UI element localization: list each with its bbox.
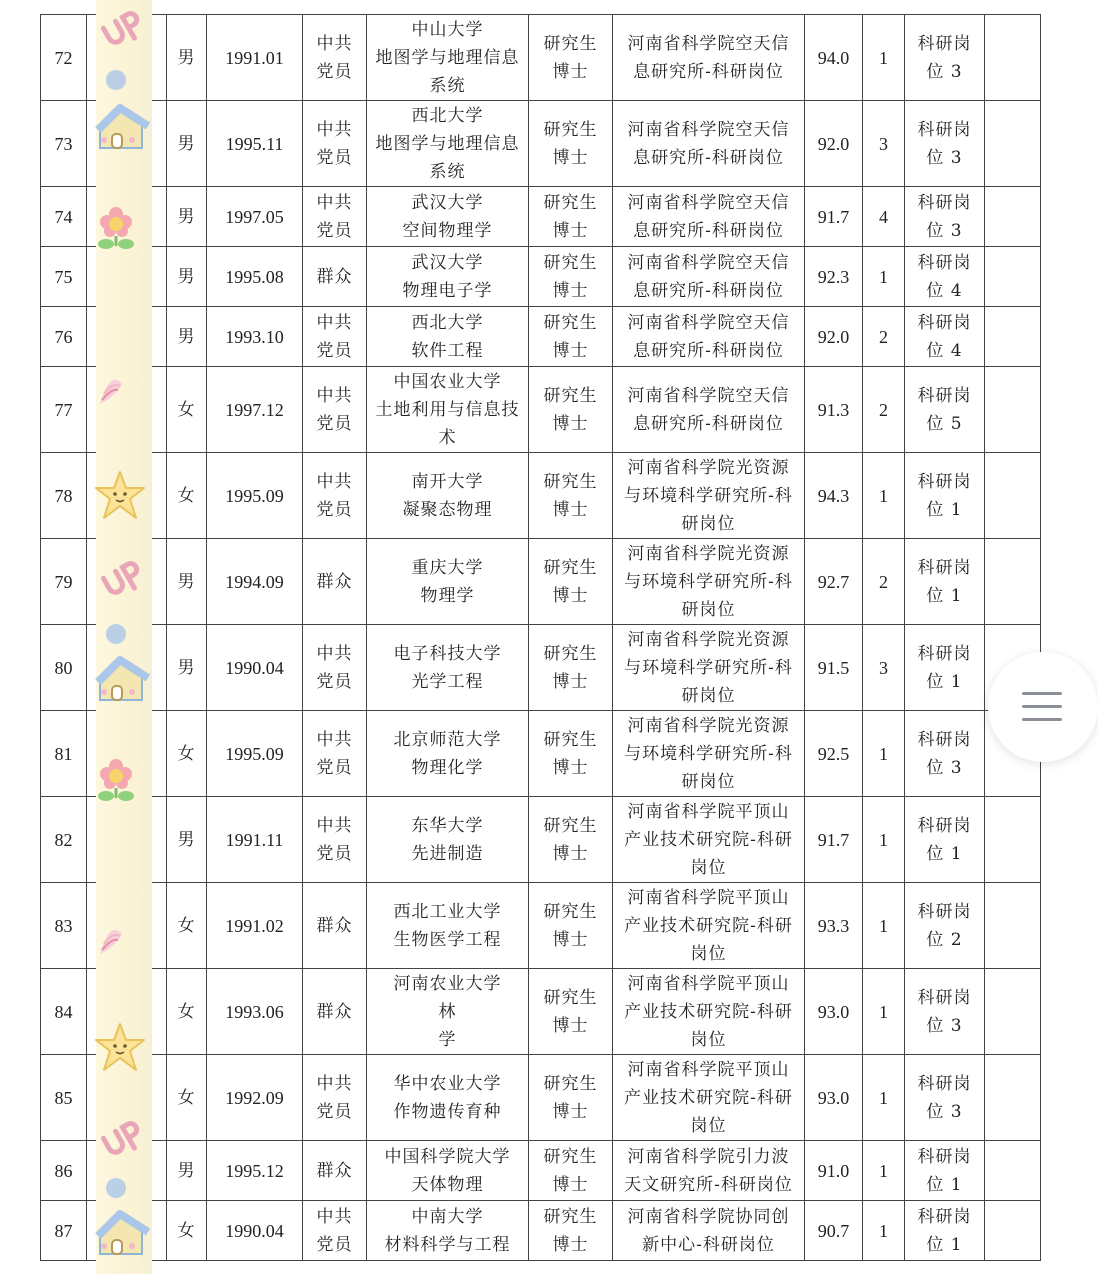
school-major-cell: 中国农业大学 土地利用与信息技 术 <box>367 367 529 453</box>
applied-unit-cell: 河南省科学院空天信 息研究所-科研岗位 <box>613 247 805 307</box>
birth-date-cell: 1995.09 <box>207 711 303 797</box>
score-cell: 91.7 <box>805 187 863 247</box>
house-sticker-icon <box>96 100 152 156</box>
birth-date-cell: 1991.02 <box>207 883 303 969</box>
table-row <box>41 307 1041 367</box>
degree-cell: 研究生 博士 <box>529 969 613 1055</box>
birth-date-cell: 1993.06 <box>207 969 303 1055</box>
gender-cell: 女 <box>167 367 207 453</box>
rank-cell: 1 <box>863 1141 905 1201</box>
table-row <box>41 797 1041 883</box>
score-cell: 92.0 <box>805 101 863 187</box>
political-status-cell: 中共 党员 <box>303 453 367 539</box>
school-major-cell: 中南大学 材料科学与工程 <box>367 1201 529 1261</box>
political-status-cell: 中共 党员 <box>303 711 367 797</box>
row-number: 85 <box>41 1055 87 1141</box>
row-number: 84 <box>41 969 87 1055</box>
score-cell: 92.5 <box>805 711 863 797</box>
applied-unit-cell: 河南省科学院光资源 与环境科学研究所-科 研岗位 <box>613 453 805 539</box>
row-number: 80 <box>41 625 87 711</box>
political-status-cell: 中共 党员 <box>303 187 367 247</box>
remarks-cell <box>985 247 1041 307</box>
gender-cell: 女 <box>167 453 207 539</box>
rank-cell: 2 <box>863 539 905 625</box>
political-status-cell: 群众 <box>303 883 367 969</box>
degree-cell: 研究生 博士 <box>529 711 613 797</box>
sticker-strip <box>96 0 152 1274</box>
applied-unit-cell: 河南省科学院引力波 天文研究所-科研岗位 <box>613 1141 805 1201</box>
score-cell: 92.0 <box>805 307 863 367</box>
post-cell: 科研岗 位 1 <box>905 453 985 539</box>
school-major-cell: 武汉大学 物理电子学 <box>367 247 529 307</box>
gender-cell: 男 <box>167 15 207 101</box>
rank-cell: 3 <box>863 101 905 187</box>
political-status-cell: 中共 党员 <box>303 307 367 367</box>
row-number: 87 <box>41 1201 87 1261</box>
applied-unit-cell: 河南省科学院空天信 息研究所-科研岗位 <box>613 15 805 101</box>
gender-cell: 男 <box>167 101 207 187</box>
degree-cell: 研究生 博士 <box>529 625 613 711</box>
birth-date-cell: 1995.12 <box>207 1141 303 1201</box>
degree-cell: 研究生 博士 <box>529 307 613 367</box>
birth-date-cell: 1995.08 <box>207 247 303 307</box>
flower-sticker-icon <box>96 752 152 808</box>
up-letters-sticker-icon <box>96 550 152 606</box>
post-cell: 科研岗 位 2 <box>905 883 985 969</box>
applied-unit-cell: 河南省科学院协同创 新中心-科研岗位 <box>613 1201 805 1261</box>
score-cell: 93.0 <box>805 1055 863 1141</box>
birth-date-cell: 1994.09 <box>207 539 303 625</box>
political-status-cell: 中共 党员 <box>303 625 367 711</box>
rank-cell: 1 <box>863 453 905 539</box>
post-cell: 科研岗 位 4 <box>905 247 985 307</box>
ice-cream-sticker-icon <box>96 910 152 966</box>
political-status-cell: 中共 党员 <box>303 797 367 883</box>
school-major-cell: 东华大学 先进制造 <box>367 797 529 883</box>
post-cell: 科研岗 位 5 <box>905 367 985 453</box>
up-letters-sticker-icon <box>96 1110 152 1166</box>
gender-cell: 女 <box>167 711 207 797</box>
row-number: 76 <box>41 307 87 367</box>
post-cell: 科研岗 位 1 <box>905 1141 985 1201</box>
rank-cell: 3 <box>863 625 905 711</box>
ice-cream-sticker-icon <box>96 360 152 416</box>
political-status-cell: 中共 党员 <box>303 101 367 187</box>
remarks-cell <box>985 15 1041 101</box>
row-number: 86 <box>41 1141 87 1201</box>
school-major-cell: 中山大学 地图学与地理信息 系统 <box>367 15 529 101</box>
star-sticker-icon <box>96 1020 152 1076</box>
degree-cell: 研究生 博士 <box>529 539 613 625</box>
post-cell: 科研岗 位 3 <box>905 1055 985 1141</box>
row-number: 81 <box>41 711 87 797</box>
house-sticker-icon <box>96 1206 152 1262</box>
applied-unit-cell: 河南省科学院平顶山 产业技术研究院-科研 岗位 <box>613 1055 805 1141</box>
row-number: 77 <box>41 367 87 453</box>
applied-unit-cell: 河南省科学院光资源 与环境科学研究所-科 研岗位 <box>613 711 805 797</box>
table-row <box>41 969 1041 1055</box>
political-status-cell: 群众 <box>303 969 367 1055</box>
score-cell: 91.5 <box>805 625 863 711</box>
star-sticker-icon <box>96 468 152 524</box>
birth-date-cell: 1997.12 <box>207 367 303 453</box>
degree-cell: 研究生 博士 <box>529 1201 613 1261</box>
score-cell: 93.3 <box>805 883 863 969</box>
school-major-cell: 西北工业大学 生物医学工程 <box>367 883 529 969</box>
political-status-cell: 中共 党员 <box>303 15 367 101</box>
row-number: 83 <box>41 883 87 969</box>
remarks-cell <box>985 539 1041 625</box>
gender-cell: 男 <box>167 1141 207 1201</box>
political-status-cell: 中共 党员 <box>303 367 367 453</box>
table-row <box>41 1201 1041 1261</box>
post-cell: 科研岗 位 3 <box>905 187 985 247</box>
political-status-cell: 群众 <box>303 247 367 307</box>
row-number: 78 <box>41 453 87 539</box>
row-number: 74 <box>41 187 87 247</box>
remarks-cell <box>985 367 1041 453</box>
table-row <box>41 247 1041 307</box>
post-cell: 科研岗 位 4 <box>905 307 985 367</box>
degree-cell: 研究生 博士 <box>529 367 613 453</box>
score-cell: 94.0 <box>805 15 863 101</box>
remarks-cell <box>985 187 1041 247</box>
rank-cell: 1 <box>863 15 905 101</box>
applied-unit-cell: 河南省科学院空天信 息研究所-科研岗位 <box>613 367 805 453</box>
political-status-cell: 中共 党员 <box>303 1201 367 1261</box>
post-cell: 科研岗 位 1 <box>905 539 985 625</box>
score-cell: 94.3 <box>805 453 863 539</box>
school-major-cell: 河南农业大学 林 学 <box>367 969 529 1055</box>
applied-unit-cell: 河南省科学院空天信 息研究所-科研岗位 <box>613 187 805 247</box>
rank-cell: 1 <box>863 711 905 797</box>
degree-cell: 研究生 博士 <box>529 453 613 539</box>
remarks-cell <box>985 307 1041 367</box>
gender-cell: 女 <box>167 1201 207 1261</box>
house-sticker-icon <box>96 652 152 708</box>
table-row <box>41 539 1041 625</box>
gender-cell: 男 <box>167 307 207 367</box>
score-cell: 91.0 <box>805 1141 863 1201</box>
degree-cell: 研究生 博士 <box>529 101 613 187</box>
up-letters-sticker-icon <box>96 0 152 56</box>
rank-cell: 1 <box>863 1055 905 1141</box>
gender-cell: 女 <box>167 1055 207 1141</box>
row-number: 72 <box>41 15 87 101</box>
table-row <box>41 101 1041 187</box>
gender-cell: 男 <box>167 187 207 247</box>
remarks-cell <box>985 101 1041 187</box>
remarks-cell <box>985 453 1041 539</box>
applied-unit-cell: 河南省科学院空天信 息研究所-科研岗位 <box>613 101 805 187</box>
birth-date-cell: 1993.10 <box>207 307 303 367</box>
school-major-cell: 电子科技大学 光学工程 <box>367 625 529 711</box>
gender-cell: 男 <box>167 797 207 883</box>
applied-unit-cell: 河南省科学院平顶山 产业技术研究院-科研 岗位 <box>613 969 805 1055</box>
birth-date-cell: 1995.11 <box>207 101 303 187</box>
birth-date-cell: 1995.09 <box>207 453 303 539</box>
birth-date-cell: 1991.11 <box>207 797 303 883</box>
rank-cell: 1 <box>863 883 905 969</box>
gender-cell: 男 <box>167 625 207 711</box>
degree-cell: 研究生 博士 <box>529 797 613 883</box>
applied-unit-cell: 河南省科学院平顶山 产业技术研究院-科研 岗位 <box>613 797 805 883</box>
remarks-cell <box>985 1055 1041 1141</box>
school-major-cell: 华中农业大学 作物遗传育种 <box>367 1055 529 1141</box>
menu-button[interactable] <box>988 652 1098 762</box>
degree-cell: 研究生 博士 <box>529 1141 613 1201</box>
remarks-cell <box>985 969 1041 1055</box>
table-row <box>41 187 1041 247</box>
birth-date-cell: 1997.05 <box>207 187 303 247</box>
post-cell: 科研岗 位 1 <box>905 625 985 711</box>
table-row <box>41 453 1041 539</box>
remarks-cell <box>985 883 1041 969</box>
political-status-cell: 群众 <box>303 1141 367 1201</box>
degree-cell: 研究生 博士 <box>529 187 613 247</box>
post-cell: 科研岗 位 1 <box>905 1201 985 1261</box>
score-cell: 91.3 <box>805 367 863 453</box>
birth-date-cell: 1990.04 <box>207 625 303 711</box>
school-major-cell: 西北大学 地图学与地理信息 系统 <box>367 101 529 187</box>
applied-unit-cell: 河南省科学院光资源 与环境科学研究所-科 研岗位 <box>613 625 805 711</box>
score-cell: 91.7 <box>805 797 863 883</box>
school-major-cell: 西北大学 软件工程 <box>367 307 529 367</box>
applied-unit-cell: 河南省科学院光资源 与环境科学研究所-科 研岗位 <box>613 539 805 625</box>
remarks-cell <box>985 1141 1041 1201</box>
table-row <box>41 15 1041 101</box>
school-major-cell: 重庆大学 物理学 <box>367 539 529 625</box>
gender-cell: 女 <box>167 969 207 1055</box>
rank-cell: 4 <box>863 187 905 247</box>
degree-cell: 研究生 博士 <box>529 1055 613 1141</box>
score-cell: 92.7 <box>805 539 863 625</box>
score-cell: 92.3 <box>805 247 863 307</box>
school-major-cell: 南开大学 凝聚态物理 <box>367 453 529 539</box>
gender-cell: 男 <box>167 247 207 307</box>
row-number: 73 <box>41 101 87 187</box>
score-cell: 93.0 <box>805 969 863 1055</box>
school-major-cell: 中国科学院大学 天体物理 <box>367 1141 529 1201</box>
degree-cell: 研究生 博士 <box>529 883 613 969</box>
applied-unit-cell: 河南省科学院空天信 息研究所-科研岗位 <box>613 307 805 367</box>
degree-cell: 研究生 博士 <box>529 15 613 101</box>
table-row <box>41 625 1041 711</box>
table-row <box>41 711 1041 797</box>
rank-cell: 1 <box>863 969 905 1055</box>
gender-cell: 男 <box>167 539 207 625</box>
applied-unit-cell: 河南省科学院平顶山 产业技术研究院-科研 岗位 <box>613 883 805 969</box>
political-status-cell: 中共 党员 <box>303 1055 367 1141</box>
rank-cell: 1 <box>863 247 905 307</box>
birth-date-cell: 1991.01 <box>207 15 303 101</box>
table-row <box>41 367 1041 453</box>
candidate-table <box>40 14 1041 1261</box>
birth-date-cell: 1990.04 <box>207 1201 303 1261</box>
post-cell: 科研岗 位 3 <box>905 711 985 797</box>
post-cell: 科研岗 位 1 <box>905 797 985 883</box>
table-row <box>41 1141 1041 1201</box>
flower-sticker-icon <box>96 200 152 256</box>
score-cell: 90.7 <box>805 1201 863 1261</box>
school-major-cell: 北京师范大学 物理化学 <box>367 711 529 797</box>
school-major-cell: 武汉大学 空间物理学 <box>367 187 529 247</box>
rank-cell: 1 <box>863 797 905 883</box>
rank-cell: 1 <box>863 1201 905 1261</box>
table-row <box>41 883 1041 969</box>
row-number: 79 <box>41 539 87 625</box>
remarks-cell <box>985 797 1041 883</box>
table-row <box>41 1055 1041 1141</box>
political-status-cell: 群众 <box>303 539 367 625</box>
row-number: 75 <box>41 247 87 307</box>
degree-cell: 研究生 博士 <box>529 247 613 307</box>
birth-date-cell: 1992.09 <box>207 1055 303 1141</box>
rank-cell: 2 <box>863 367 905 453</box>
row-number: 82 <box>41 797 87 883</box>
remarks-cell <box>985 1201 1041 1261</box>
post-cell: 科研岗 位 3 <box>905 15 985 101</box>
post-cell: 科研岗 位 3 <box>905 969 985 1055</box>
post-cell: 科研岗 位 3 <box>905 101 985 187</box>
rank-cell: 2 <box>863 307 905 367</box>
gender-cell: 女 <box>167 883 207 969</box>
